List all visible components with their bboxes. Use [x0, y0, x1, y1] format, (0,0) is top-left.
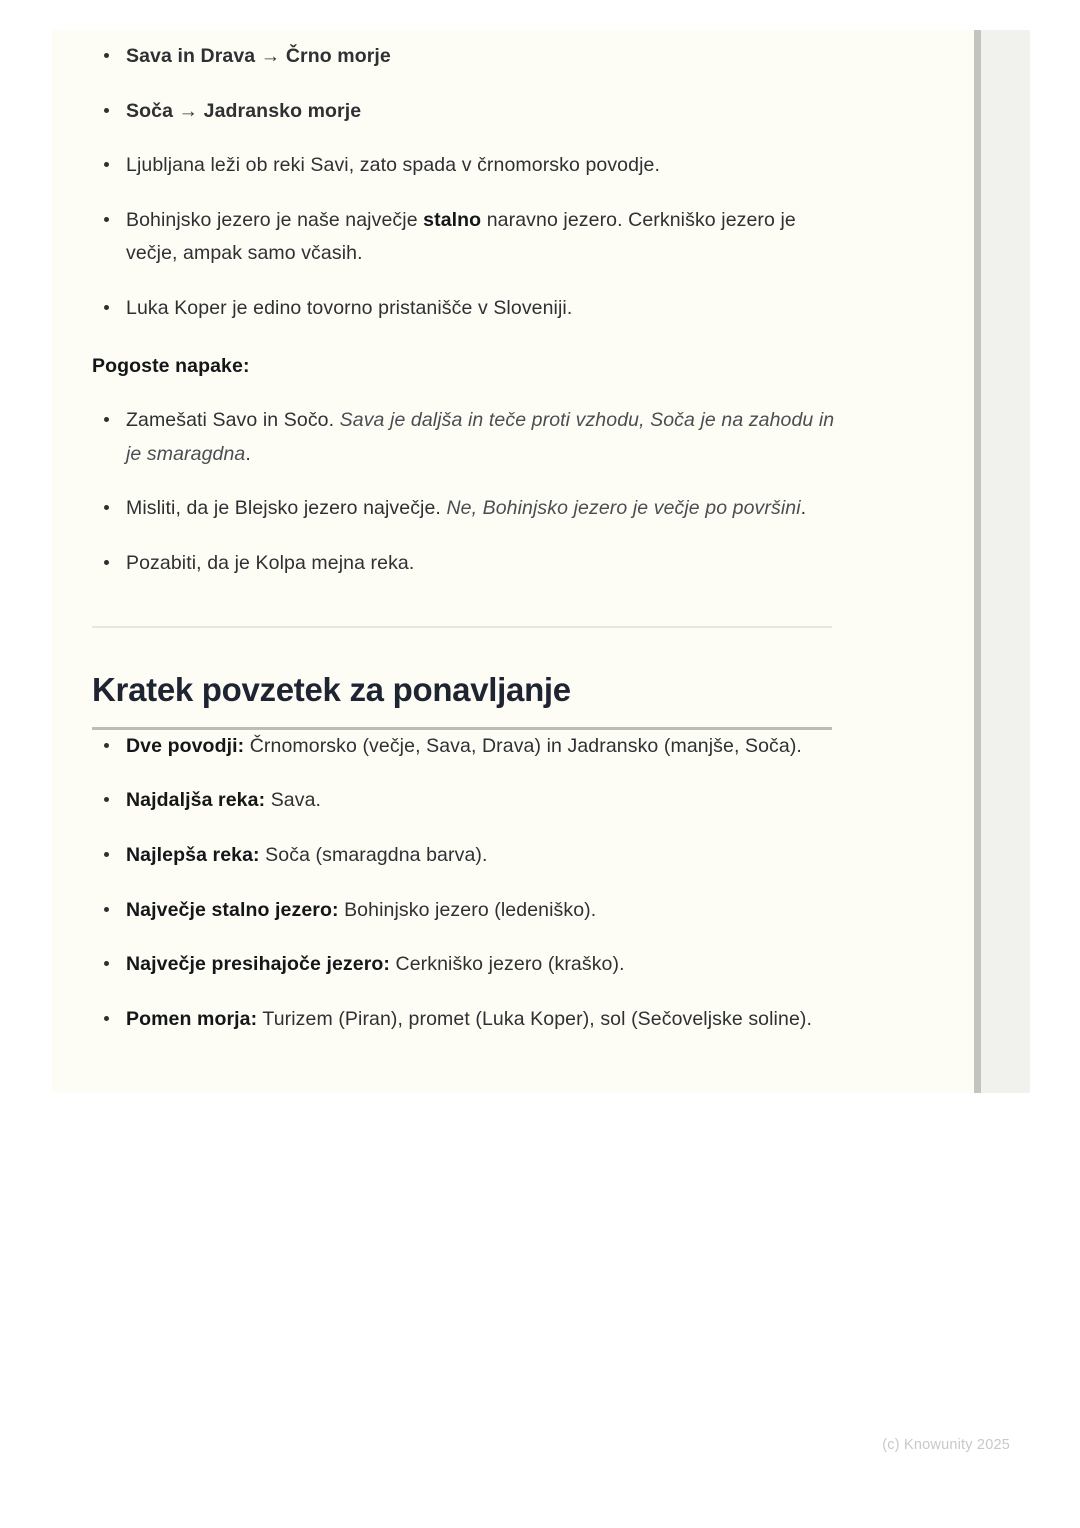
bullet-text-lead: Bohinjsko jezero je naše največje [126, 208, 424, 231]
summary-label: Najdaljša reka: [126, 789, 266, 812]
bullet-text: Soča → Jadransko morje [126, 99, 362, 122]
scroll-rail [974, 30, 1030, 1093]
list-item [92, 948, 852, 982]
list-item [92, 404, 852, 471]
document-card [52, 30, 974, 1093]
summary-value: Črnomorsko (večje, Sava, Drava) in Jadransko (manjše, Soča). [244, 734, 802, 757]
mistake-italic: Ne, Bohinjsko jezero je večje po površini [446, 497, 801, 520]
list-item [92, 839, 852, 873]
bullet-text: Sava in Drava → Črno morje [126, 45, 391, 67]
list-item [92, 149, 852, 183]
summary-value: Soča (smaragdna barva). [259, 843, 488, 866]
summary-label: Najlepša reka: [126, 843, 260, 866]
mistake-lead: Pozabiti, da je Kolpa mejna reka. [126, 551, 415, 574]
summary-value: Cerkniško jezero (kraško). [390, 953, 625, 976]
bullet-text-tail: naravno jezero. Cerkniško jezero je večje, ampak samo včasih. [126, 208, 796, 265]
summary-label: Največje stalno jezero: [126, 898, 339, 921]
mistake-tail: . [245, 442, 251, 465]
common-mistakes-heading: Pogoste napake: [92, 355, 250, 378]
section-divider [92, 626, 832, 628]
bullet-text: Ljubljana leži ob reki Savi, zato spada v črnomorsko povodje. [126, 154, 660, 177]
list-item [92, 492, 852, 526]
copyright-watermark: (c) Knowunity 2025 [882, 1437, 1010, 1453]
mistake-lead: Zamešati Savo in Sočo. [126, 409, 340, 432]
summary-value: Sava. [265, 789, 322, 812]
bullet-text: Luka Koper je edino tovorno pristanišče v Sloveniji. [126, 296, 573, 319]
mistake-italic: Sava je daljša in teče proti vzhodu, Soča je na zahodu in je smaragdna [126, 409, 835, 465]
list-item [92, 784, 852, 818]
summary-label: Pomen morja: [126, 1007, 258, 1030]
list-item [92, 894, 852, 928]
mistake-tail: . [800, 497, 807, 520]
bullet-text-strong: stalno [423, 208, 482, 231]
summary-value: Bohinjsko jezero (ledeniško). [338, 898, 597, 921]
vertical-scrollbar[interactable] [974, 30, 981, 1093]
list-item [92, 1003, 852, 1037]
common-mistakes-list [92, 404, 852, 580]
list-item [92, 95, 852, 129]
summary-list [92, 730, 852, 1036]
list-item [92, 40, 852, 74]
list-item [92, 292, 852, 326]
list-item [92, 204, 852, 271]
mistake-lead: Misliti, da je Blejsko jezero največje. [126, 497, 447, 520]
list-item [92, 730, 852, 764]
list-item [92, 547, 852, 581]
page-title: Kratek povzetek za ponavljanje [92, 671, 571, 709]
summary-label: Največje presihajoče jezero: [126, 953, 391, 976]
rivers-bullet-list [92, 40, 852, 325]
document-content [92, 40, 852, 1057]
summary-label: Dve povodji: [126, 734, 245, 757]
summary-value: Turizem (Piran), promet (Luka Koper), sol (Sečoveljske soline). [257, 1007, 812, 1030]
